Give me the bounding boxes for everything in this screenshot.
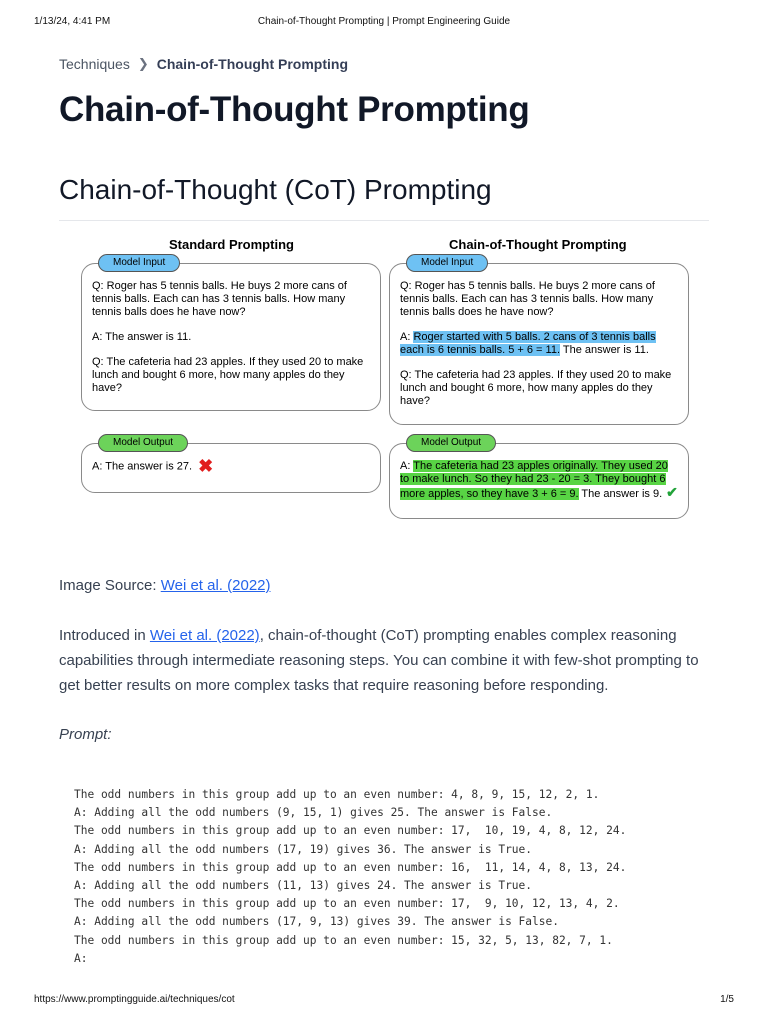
breadcrumb-techniques-link[interactable]: Techniques [59,56,130,72]
cot-comparison-figure [79,235,699,535]
cot-input-question-1: Q: Roger has 5 tennis balls. He buys 2 more cans of tennis balls. Each can has 3 tennis balls. How many tennis balls does he have now? [400,280,655,318]
standard-model-output-box [81,437,381,493]
standard-input-question-2: Q: The cafeteria had 23 apples. If they used 20 to make lunch and bought 6 more, how many apples do they have? [92,356,364,394]
code-line: A: Adding all the odd numbers (9, 15, 1) gives 25. The answer is False. [74,806,553,820]
model-output-pill: Model Output [406,434,496,452]
cot-model-input-box [389,257,689,425]
print-footer [34,994,734,1008]
standard-input-question-1: Q: Roger has 5 tennis balls. He buys 2 more cans of tennis balls. Each can has 3 tennis balls. How many tennis balls does he have now? [92,280,347,318]
print-url: https://www.promptingguide.ai/techniques/cot [34,994,235,1005]
section-heading: Chain-of-Thought (CoT) Prompting [59,172,709,221]
cot-output-text: A: The cafeteria had 23 apples originally. They used 20 to make lunch. So they had 23 - 20 = 3. They bought 6 more apples, so they have 3 + 6 = 9. The answer is 9. ✔ [400,460,678,500]
cot-input-question-2: Q: The cafeteria had 23 apples. If they used 20 to make lunch and bought 6 more, how many apples do they have? [400,369,672,407]
model-input-pill: Model Input [406,254,488,272]
print-header [34,16,734,30]
code-line: The odd numbers in this group add up to an even number: 15, 32, 5, 13, 82, 7, 1. [74,933,613,947]
standard-output-text: A: The answer is 27. ✖ [92,456,214,476]
model-output-pill: Model Output [98,434,188,452]
reasoning-highlight: Roger started with 5 balls. 2 cans of 3 tennis balls each is 6 tennis balls. 5 + 6 = 11. [400,331,656,356]
code-line: The odd numbers in this group add up to an even number: 17, 9, 10, 12, 13, 4, 2. [74,897,620,911]
code-line: A: Adding all the odd numbers (17, 9, 13) gives 39. The answer is False. [74,915,559,929]
check-mark-icon: ✔ [666,484,678,500]
print-datetime: 1/13/24, 4:41 PM [34,16,111,27]
code-line: A: Adding all the odd numbers (17, 19) gives 36. The answer is True. [74,842,533,856]
model-input-pill: Model Input [98,254,180,272]
print-page-number: 1/5 [720,994,734,1005]
code-line: The odd numbers in this group add up to an even number: 17, 10, 19, 4, 8, 12, 24. [74,824,627,838]
wei-et-al-link[interactable]: Wei et al. (2022) [149,627,260,644]
cross-mark-icon: ✖ [198,456,214,476]
prompt-label: Prompt: [59,726,112,743]
prompt-code-block [74,786,709,968]
code-line: A: Adding all the odd numbers (11, 13) gives 24. The answer is True. [74,879,533,893]
main-content [59,54,709,968]
cot-prompting-title: Chain-of-Thought Prompting [449,237,627,252]
print-document-title: Chain-of-Thought Prompting | Prompt Engineering Guide [257,16,511,27]
reasoning-highlight: The cafeteria had 23 apples originally. They used 20 to make lunch. So they had 23 - 20 = 3. They bought 6 more apples, so they have 3 + 6 = 9. [400,460,668,500]
cot-model-output-box [389,437,689,519]
intro-paragraph: Introduced in Wei et al. (2022), chain-of-thought (CoT) prompting enables complex reasoning capabilities through intermediate reasoning steps. You can combine it with few-shot prompting to get better results on more complex tasks that require reasoning before responding. [59,627,699,694]
breadcrumb [59,54,709,74]
page-title: Chain-of-Thought Prompting [59,90,530,129]
code-line: The odd numbers in this group add up to an even number: 4, 8, 9, 15, 12, 2, 1. [74,788,600,801]
code-line: The odd numbers in this group add up to an even number: 16, 11, 14, 4, 8, 13, 24. [74,860,627,874]
code-line: A: [74,951,88,965]
chevron-right-icon: ❯ [137,56,149,71]
standard-input-answer-1: A: The answer is 11. [92,331,192,343]
cot-input-answer-1: A: Roger started with 5 balls. 2 cans of 3 tennis balls each is 6 tennis balls. 5 + 6 = 11. The answer is 11. [400,331,656,356]
standard-model-input-box [81,257,381,411]
breadcrumb-current: Chain-of-Thought Prompting [156,56,349,72]
image-source: Image Source: Wei et al. (2022) [59,577,271,594]
standard-prompting-title: Standard Prompting [169,237,294,252]
image-source-link[interactable]: Wei et al. (2022) [160,577,271,594]
